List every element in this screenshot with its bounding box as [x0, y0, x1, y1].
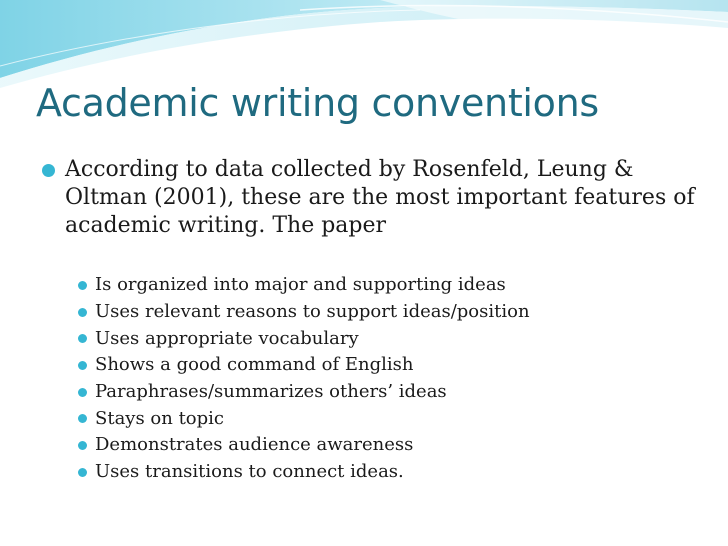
list-item-text: Demonstrates audience awareness	[95, 434, 414, 456]
bullet-dot-icon	[78, 388, 87, 397]
bullet-dot-icon	[78, 468, 87, 477]
list-item-text: Uses appropriate vocabulary	[95, 327, 359, 349]
list-item	[78, 272, 530, 299]
main-bullet-text: According to data collected by Rosenfeld, Leung & Oltman (2001), these are the most important features of academic writing. The paper	[65, 157, 695, 238]
list-item-text: Uses transitions to connect ideas.	[95, 461, 404, 483]
list-item	[78, 379, 530, 406]
list-item-text: Uses relevant reasons to support ideas/position	[95, 301, 530, 323]
list-item	[78, 325, 530, 352]
bullet-dot-icon	[78, 281, 87, 290]
list-item	[78, 405, 530, 432]
main-bullet	[42, 156, 702, 240]
list-item-text: Stays on topic	[95, 407, 225, 429]
list-item-text: Is organized into major and supporting ideas	[95, 274, 506, 296]
bullet-dot-icon	[78, 308, 87, 317]
slide-title: Academic writing conventions	[36, 81, 599, 125]
sub-bullet-list	[78, 272, 530, 486]
list-item	[78, 352, 530, 379]
bullet-dot-icon	[78, 441, 87, 450]
bullet-dot-icon	[42, 164, 55, 177]
list-item-text: Shows a good command of English	[95, 354, 414, 376]
list-item	[78, 299, 530, 326]
bullet-dot-icon	[78, 361, 87, 370]
bullet-dot-icon	[78, 334, 87, 343]
list-item	[78, 459, 530, 486]
bullet-dot-icon	[78, 414, 87, 423]
list-item	[78, 432, 530, 459]
list-item-text: Paraphrases/summarizes others’ ideas	[95, 381, 447, 403]
